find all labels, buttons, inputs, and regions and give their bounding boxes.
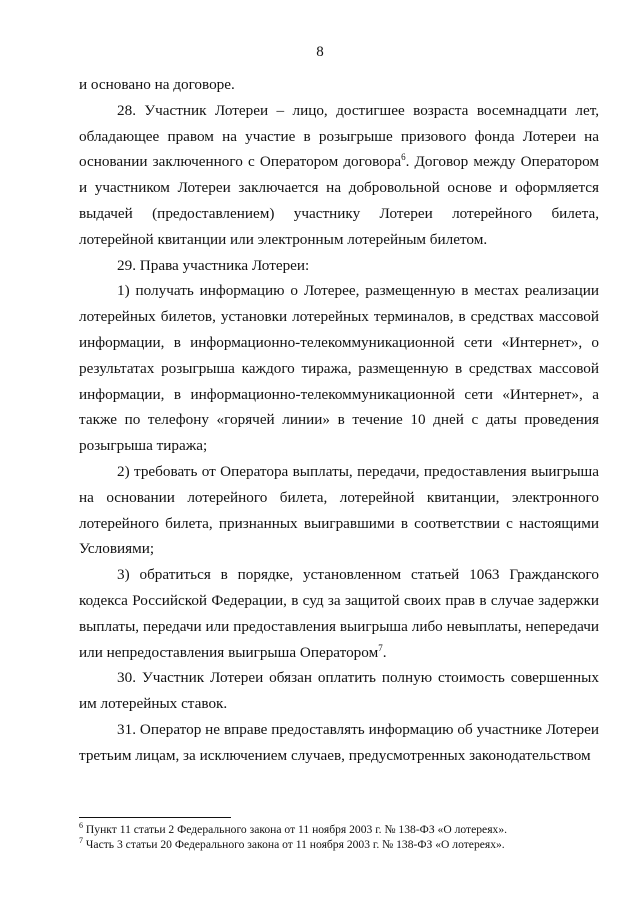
paragraph-29-item-1: 1) получать информацию о Лотерее, размещенную в местах реализации лотерейных билетов, установки лотерейных терминалов, в средствах массовой информации, в информационно-телекоммуникационной сети «Интернет», о результатах розыгрыша каждого тиража, размещенную в средствах массовой информации, в информационно-телекоммуникационной сети «Интернет», а также по телефону «горячей линии» в течение 10 дней с даты проведения розыгрыша тиража; (79, 282, 599, 455)
paragraph-30: 30. Участник Лотереи обязан оплатить полную стоимость совершенных им лотерейных ставок. (79, 669, 599, 713)
footnote-ref-6: 6 (401, 152, 406, 163)
document-body (79, 72, 599, 769)
footnote-7: $^7$ Часть 3 статьи 20 Федерального закона от 11 ноября 2003 г. № 138-ФЗ «О лотереях». (79, 836, 505, 851)
page-number: 8 (316, 44, 324, 60)
paragraph-28: 28. Участник Лотереи – лицо, достигшее возраста восемнадцати лет, обладающее правом на участие в розыгрыше призового фонда Лотереи на основании заключенного с Оператором договора$^6$. Договор между Оператором и участником Лотереи заключается на добровольной основе и оформляется выдачей (предоставлением) участнику Лотереи лотерейного билета, лотерейной квитанции или электронным лотерейным билетом. (79, 101, 599, 248)
paragraph-continuation: и основано на договоре. (79, 76, 235, 93)
paragraph-29-item-3: 3) обратиться в порядке, установленном статьей 1063 Гражданского кодекса Российской Федерации, в суд за защитой своих прав в случае задержки выплаты, передачи или предоставления выигрыша либо невыплаты, непередачи или непредоставления выигрыша Оператором$^7$. (79, 566, 599, 661)
paragraph-29-item-2: 2) требовать от Оператора выплаты, передачи, предоставления выигрыша на основании лотерейного билета, лотерейной квитанции, электронного лотерейного билета, признанных выигравшими в соответствии с настоящими Условиями; (79, 462, 599, 558)
footnote-ref-7: 7 (378, 642, 383, 653)
footnote-separator (79, 817, 231, 818)
footnotes (79, 822, 609, 852)
paragraph-31: 31. Оператор не вправе предоставлять информацию об участнике Лотереи третьим лицам, за исключением случаев, предусмотренных законодательством (79, 720, 599, 764)
paragraph-29: 29. Права участника Лотереи: (117, 256, 310, 274)
footnote-6: $^6$ Пункт 11 статьи 2 Федерального закона от 11 ноября 2003 г. № 138-ФЗ «О лотереях». (79, 821, 508, 836)
